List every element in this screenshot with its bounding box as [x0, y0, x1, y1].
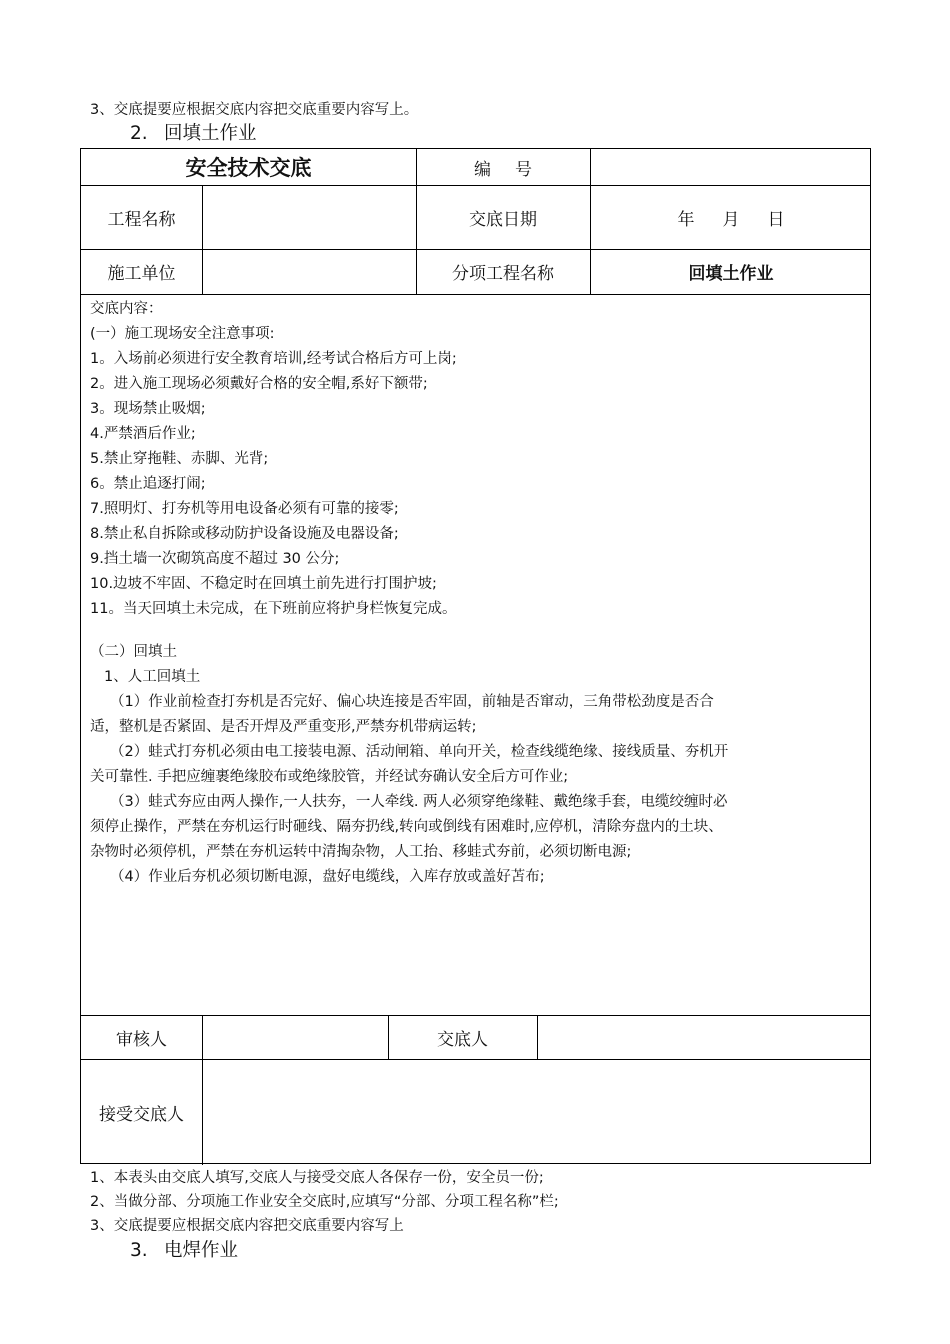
section-3-number: 3. — [130, 1240, 148, 1261]
contractor-label: 施工单位 — [107, 264, 176, 284]
list-item: 3。现场禁止吸烟; — [90, 401, 206, 417]
code-label: 编号 — [474, 159, 556, 180]
list-item: 1。入场前必须进行安全教育培训,经考试合格后方可上岗; — [90, 351, 457, 367]
project-name-value[interactable] — [202, 185, 416, 249]
section-2-number: 2. — [130, 123, 148, 144]
para-line: 关可靠性. 手把应缠裹绝缘胶布或绝缘胶管，并经试夯确认安全后方可作业; — [90, 769, 569, 785]
content-title: 交底内容： — [90, 301, 163, 317]
date-month: 月 — [722, 209, 740, 230]
para-line: 须停止操作，严禁在夯机运行时砸线、隔夯扔线,转向或倒线有困难时,应停机，清除夯盘内的土块、 — [90, 819, 723, 835]
list-item: 9.挡土墙一次砌筑高度不超过 30 公分; — [90, 551, 340, 567]
footnote: 2、当做分部、分项施工作业安全交底时,应填写“分部、分项工程名称”栏; — [90, 1194, 559, 1210]
date-day: 日 — [767, 209, 785, 230]
top-note: 3、交底提要应根据交底内容把交底重要内容写上。 — [90, 102, 419, 118]
list-item: 8.禁止私自拆除或移动防护设备设施及电器设备; — [90, 526, 399, 542]
date-value[interactable] — [590, 185, 872, 249]
part2-subtitle: 1、人工回填土 — [104, 669, 201, 685]
footnote: 1、本表头由交底人填写,交底人与接受交底人各保存一份，安全员一份; — [90, 1170, 544, 1186]
contractor-value[interactable] — [202, 249, 416, 294]
code-value[interactable] — [590, 149, 872, 185]
discloser-label: 交底人 — [437, 1029, 488, 1050]
date-year: 年 — [677, 209, 695, 230]
form-title: 安全技术交底 — [185, 156, 312, 180]
section-3-title: 电焊作业 — [164, 1240, 239, 1261]
para-line: （4）作业后夯机必须切断电源，盘好电缆线，入库存放或盖好苫布; — [110, 869, 545, 885]
section-3-heading — [130, 1239, 238, 1263]
section-2-heading — [130, 122, 257, 146]
part2-title: （二）回填土 — [90, 644, 177, 660]
receiver-value[interactable] — [202, 1059, 872, 1165]
reviewer-value[interactable] — [202, 1015, 388, 1059]
para-line: （2）蛙式打夯机必须由电工接装电源、活动闸箱、单向开关，检查线缆绝缘、接线质量、夯机开 — [110, 744, 729, 760]
receiver-label: 接受交底人 — [99, 1104, 184, 1125]
project-name-label: 工程名称 — [107, 209, 176, 230]
subproject-value[interactable]: 回填土作业 — [688, 264, 774, 284]
part1-title: (一）施工现场安全注意事项: — [90, 326, 275, 342]
reviewer-label: 审核人 — [116, 1029, 167, 1050]
section-2-title: 回填土作业 — [164, 123, 257, 144]
list-item: 11。当天回填土未完成，在下班前应将护身栏恢复完成。 — [90, 601, 457, 617]
list-item: 2。进入施工现场必须戴好合格的安全帽,系好下额带; — [90, 376, 428, 392]
para-line: （3）蛙式夯应由两人操作,一人扶夯，一人牵线. 两人必须穿绝缘鞋、戴绝缘手套，电缆绞缠时必 — [110, 794, 728, 810]
list-item: 6。禁止追逐打闹; — [90, 476, 206, 492]
discloser-value[interactable] — [537, 1015, 872, 1059]
date-label: 交底日期 — [469, 209, 537, 230]
footnote: 3、交底提要应根据交底内容把交底重要内容写上 — [90, 1218, 404, 1234]
safety-briefing-form — [80, 148, 871, 1164]
list-item: 5.禁止穿拖鞋、赤脚、光背; — [90, 451, 269, 467]
list-item: 10.边坡不牢固、不稳定时在回填土前先进行打围护坡; — [90, 576, 437, 592]
briefing-content — [90, 297, 865, 890]
para-line: 适，整机是否紧固、是否开焊及严重变形,严禁夯机带病运转; — [90, 719, 477, 735]
list-item: 7.照明灯、打夯机等用电设备必须有可靠的接零; — [90, 501, 399, 517]
para-line: 杂物时必须停机，严禁在夯机运转中清掏杂物，人工抬、移蛙式夯前，必须切断电源; — [90, 844, 632, 860]
subproject-label: 分项工程名称 — [452, 264, 554, 284]
para-line: （1）作业前检查打夯机是否完好、偏心块连接是否牢固，前轴是否窜动，三角带松劲度是否合 — [110, 694, 714, 710]
list-item: 4.严禁酒后作业; — [90, 426, 196, 442]
